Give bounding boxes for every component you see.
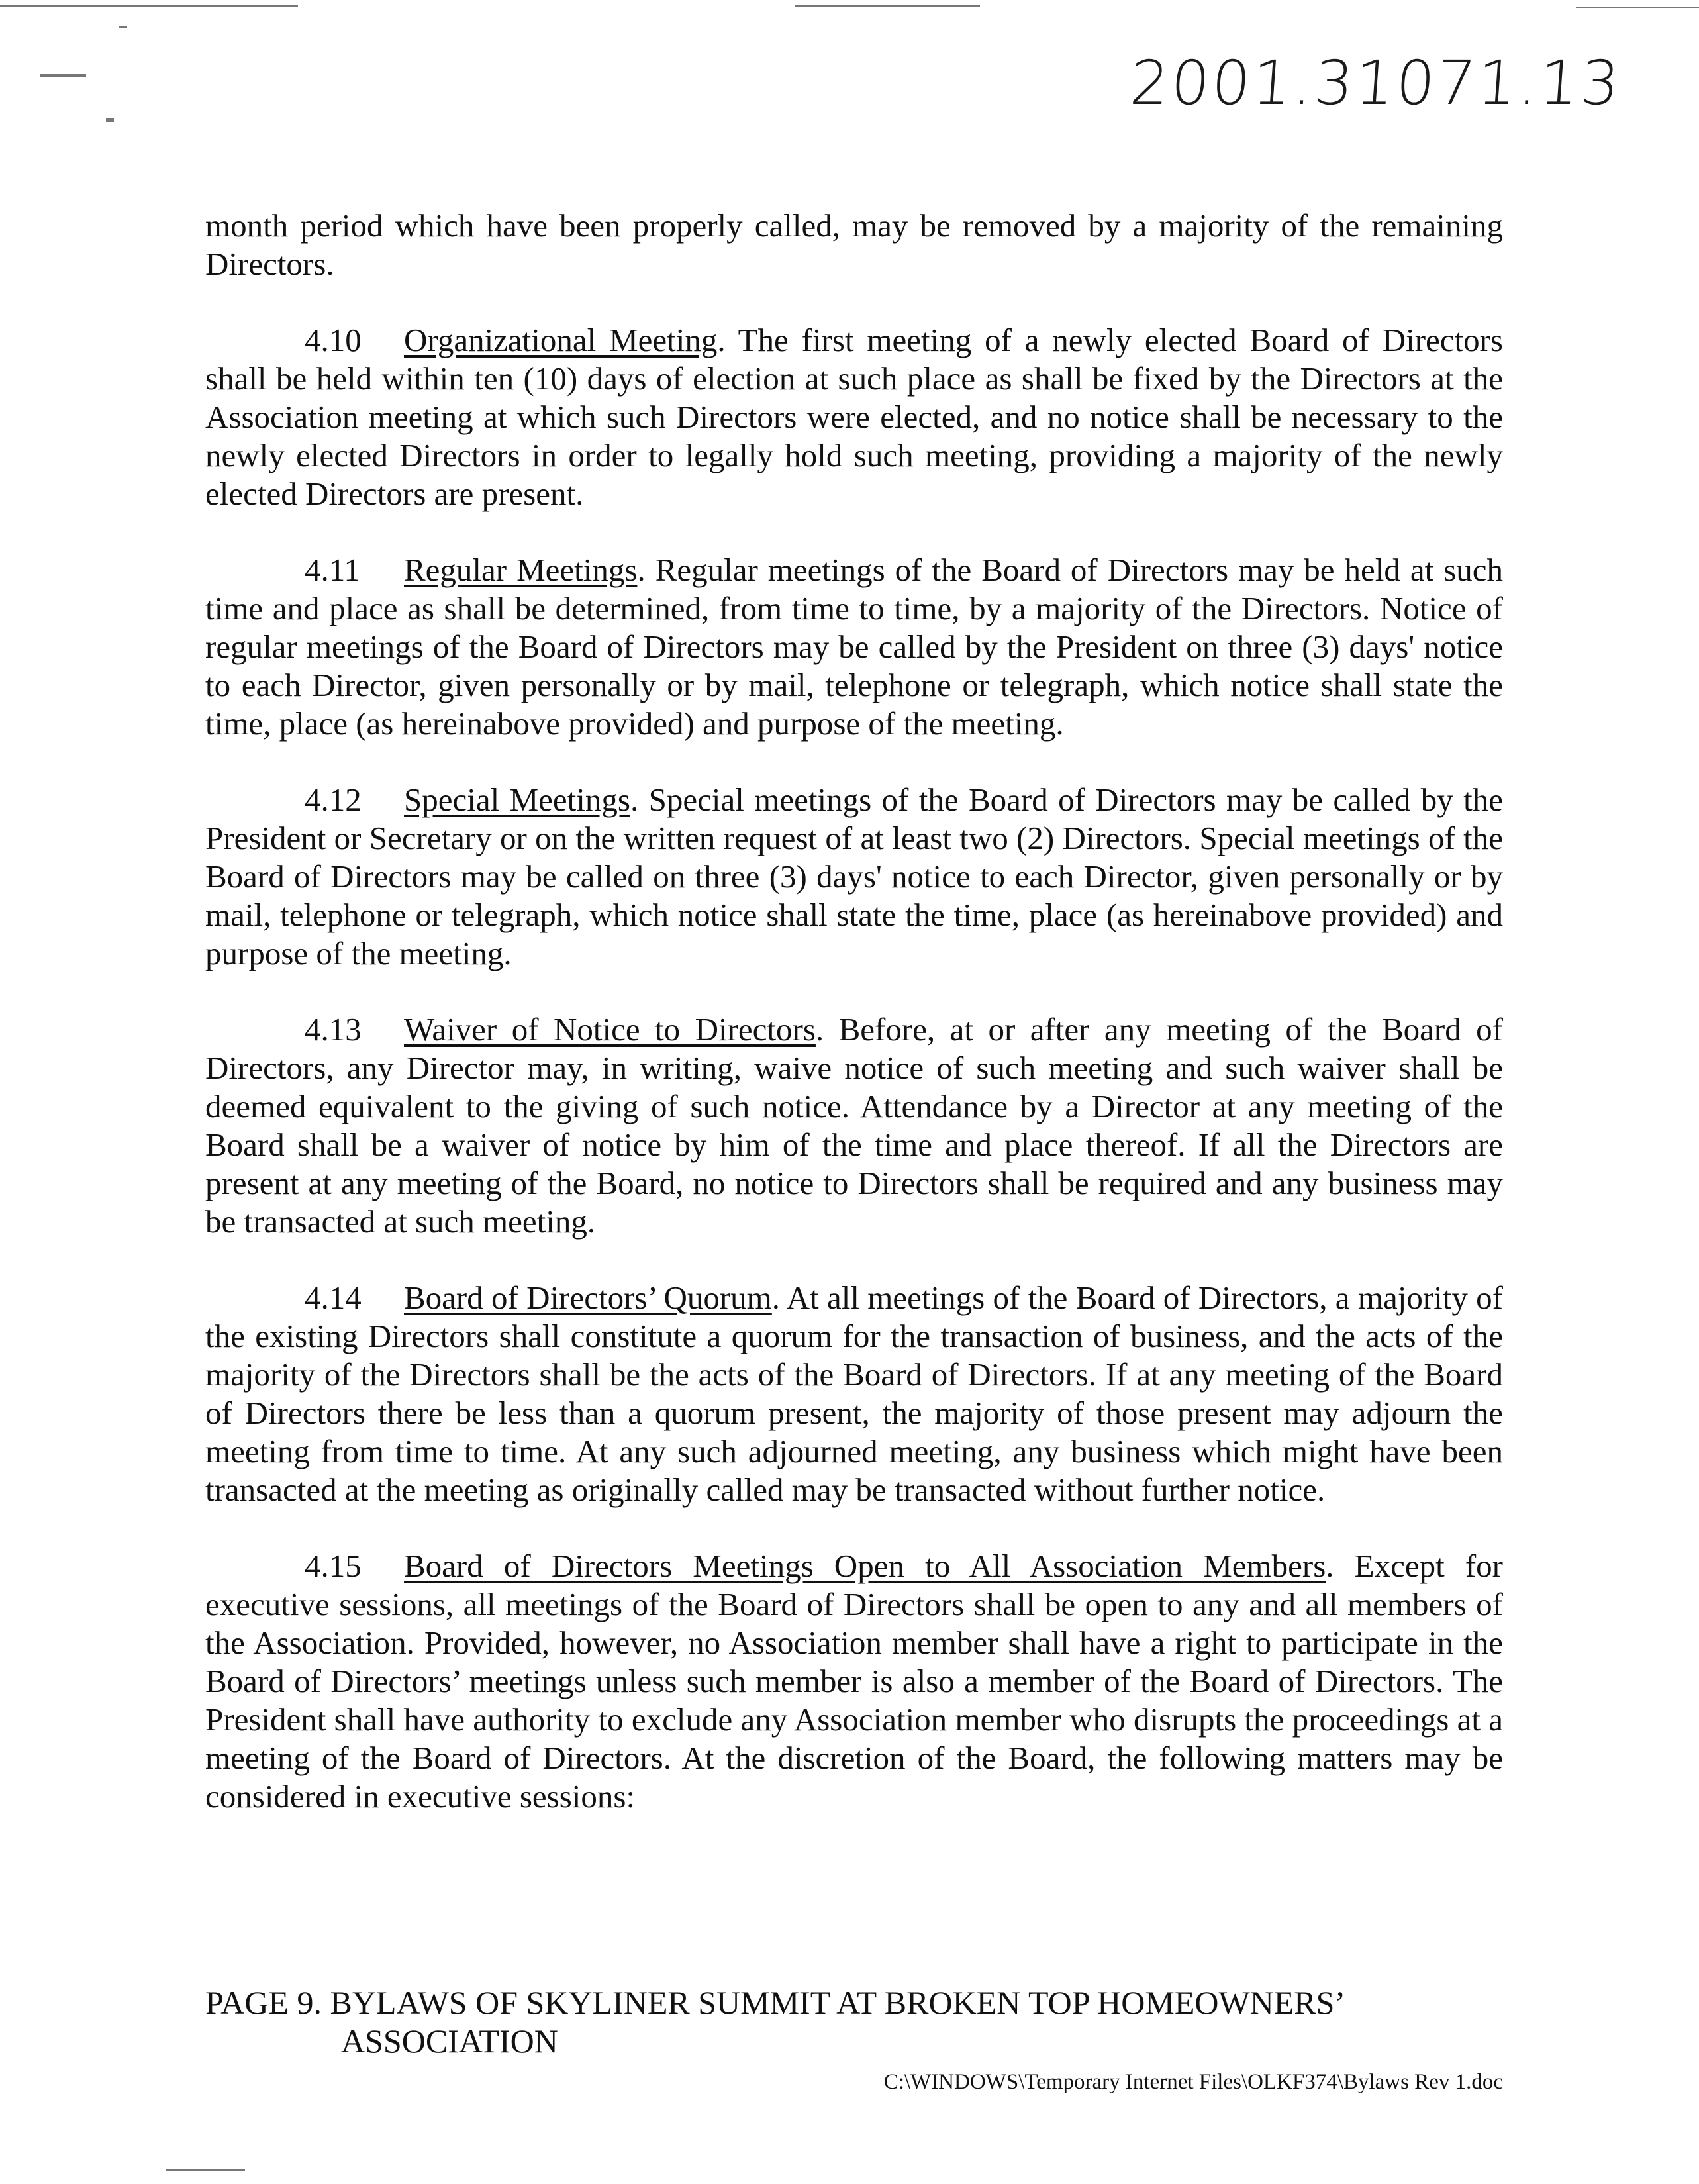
scan-artifact-dot-3 [106, 118, 114, 122]
footer-file-path: C:\WINDOWS\Temporary Internet Files\OLKF374\Bylaws Rev 1.doc [883, 2070, 1503, 2094]
section-title: Waiver of Notice to Directors [404, 1011, 816, 1048]
section-title: Organizational Meeting [404, 322, 718, 358]
section-number: 4.10 [305, 322, 362, 358]
section-title: Board of Directors’ Quorum [404, 1279, 772, 1316]
handwritten-document-number: 2001.31071.13 [1127, 48, 1624, 119]
section-text: . Special meetings of the Board of Directors may be called by the President or Secretary or on the written request of at least two (2) Directors. Special meetings of the Board of Directors may be called on three (3) days' notice to each Director, given personally or by mail, telephone or telegraph, which notice shall state the time, place (as hereinabove provided) and purpose of the meeting. [205, 781, 1504, 971]
section-text: . Except for executive sessions, all meetings of the Board of Directors shall be open to any and all members of the Association. Provided, however, no Association member shall have a right to participate in the Board of Directors’ meetings unless such member is also a member of the Board of Directors. The President shall have authority to exclude any Association member who disrupts the proceedings at a meeting of the Board of Directors. At the discretion of the Board, the following matters may be considered in executive sessions: [205, 1548, 1503, 1814]
section-4-15 [205, 1547, 1503, 1816]
footer-title-line-2: ASSOCIATION [341, 2022, 558, 2060]
section-text: . At all meetings of the Board of Directors, a majority of the existing Directors shall constitute a quorum for the transaction of business, and the acts of the majority of the Directors shall be the acts of the Board of Directors. If at any meeting of the Board of Directors there be less than a quorum present, the majority of those present may adjourn the meeting from time to time. At any such adjourned meeting, any business which might have been transacted at the meeting as originally called may be transacted without further notice. [205, 1279, 1503, 1508]
section-4-11 [205, 551, 1503, 743]
section-4-10 [205, 321, 1503, 513]
footer-title-line-1: PAGE 9. BYLAWS OF SKYLINER SUMMIT AT BROKEN TOP HOMEOWNERS’ [205, 1984, 1346, 2021]
section-number: 4.13 [305, 1011, 362, 1048]
section-title: Regular Meetings [404, 552, 638, 588]
section-number: 4.12 [305, 781, 362, 818]
section-title: Special Meetings [404, 781, 630, 818]
section-title: Board of Directors Meetings Open to All Association Members [404, 1548, 1326, 1584]
section-text: . Regular meetings of the Board of Directors may be held at such time and place as shall be determined, from time to time, by a majority of the Directors. Notice of regular meetings of the Board of Directors may be called by the President on three (3) days' notice to each Director, given personally or by mail, telephone or telegraph, which notice shall state the time, place (as hereinabove provided) and purpose of the meeting. [205, 552, 1503, 742]
scan-artifact-top-mid [795, 5, 980, 7]
document-body [205, 207, 1503, 1854]
section-number: 4.14 [305, 1279, 362, 1316]
scan-artifact-bottom [166, 2169, 245, 2171]
section-text: . Before, at or after any meeting of the Board of Directors, any Director may, in writing, waive notice of such meeting and such waiver shall be deemed equivalent to the giving of such notice. Attendance by a Director at any meeting of the Board shall be a waiver of notice by him of the time and place thereof. If all the Directors are present at any meeting of the Board, no notice to Directors shall be required and any business may be transacted at such meeting. [205, 1011, 1504, 1240]
section-number: 4.11 [305, 552, 360, 588]
continuation-paragraph: month period which have been properly called, may be removed by a majority of the remaining Directors. [205, 207, 1503, 282]
scan-artifact-top-right [1576, 7, 1699, 8]
page-footer [205, 1983, 1503, 2060]
scan-artifact-dot-2 [40, 74, 86, 77]
scan-artifact-dot-1 [119, 26, 127, 28]
section-number: 4.15 [305, 1548, 362, 1584]
section-4-12 [205, 781, 1503, 973]
scan-artifact-top-left [0, 5, 298, 7]
section-4-13 [205, 1011, 1503, 1241]
section-4-14 [205, 1279, 1503, 1509]
section-text: . The first meeting of a newly elected Board of Directors shall be held within ten (10) days of election at such place as shall be fixed by the Directors at the Association meeting at which such Directors were elected, and no notice shall be necessary to the newly elected Directors in order to legally hold such meeting, providing a majority of the newly elected Directors are present. [205, 322, 1504, 512]
